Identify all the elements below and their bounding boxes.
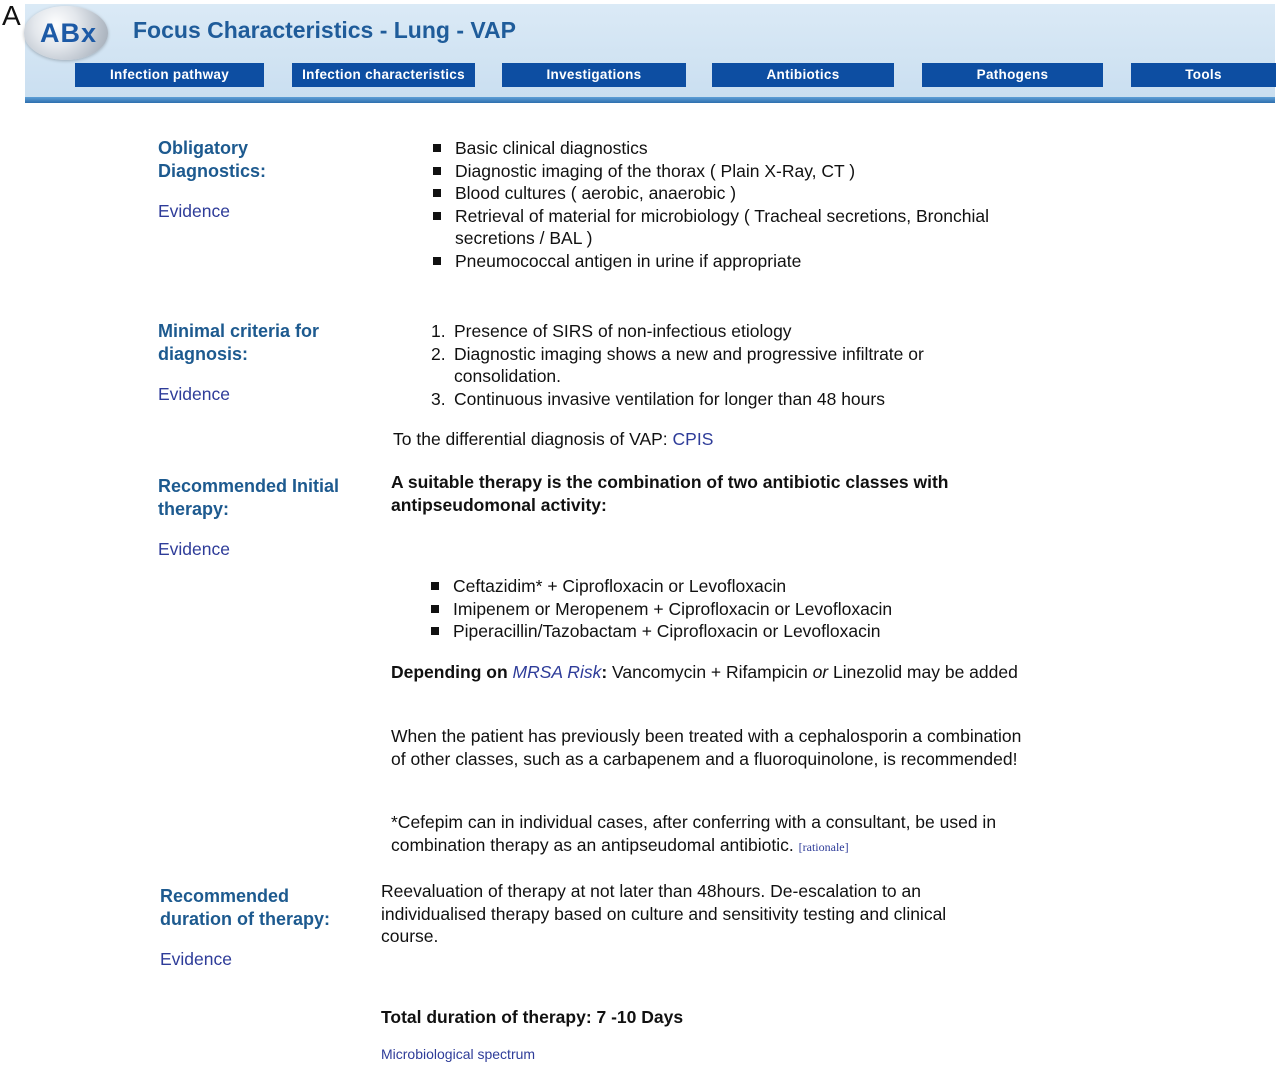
cefepim-text: *Cefepim can in individual cases, after conferring with a consultant, be used in combination therapy as an antipseudomal antibiotic. [391,812,997,855]
mrsa-colon: : [601,662,608,682]
list-number: 2. [431,343,446,364]
list-item-text: Presence of SIRS of non-infectious etiology [454,321,792,341]
list-item [431,343,971,388]
list-item [431,320,971,343]
nav-pathogens[interactable]: Pathogens [922,63,1103,87]
duration-label-line1: Recommended [160,886,290,906]
list-item: Retrieval of material for microbiology ( Tracheal secretions, Bronchial secretions / BAL ) [433,205,1023,250]
list-item: Basic clinical diagnostics [433,137,1023,160]
nav-investigations[interactable]: Investigations [502,63,686,87]
minimal-criteria-list [431,320,971,410]
mrsa-or: or [812,662,829,682]
list-item: Imipenem or Meropenem + Ciprofloxacin or Levofloxacin [431,598,991,621]
obligatory-diagnostics-list [433,137,1023,272]
obligatory-label-line1: Obligatory [158,138,249,158]
mrsa-risk-link[interactable]: MRSA Risk [512,662,602,682]
initial-label-line2: therapy: [158,499,230,519]
differential-diagnosis-line [393,428,713,451]
initial-therapy-list [431,575,991,643]
list-item-text: Diagnostic imaging shows a new and progressive infiltrate or consolidation. [454,343,924,386]
list-item [431,388,971,411]
evidence-link-duration[interactable]: Evidence [160,949,232,969]
list-item-text: Continuous invasive ventilation for longer than 48 hours [454,388,885,409]
minimal-label-line2: diagnosis: [158,344,249,364]
list-item: Blood cultures ( aerobic, anaerobic ) [433,182,1023,205]
nav-tools[interactable]: Tools [1131,63,1276,87]
list-number: 3. [431,388,446,409]
header-divider [25,97,1275,103]
evidence-link-initial[interactable]: Evidence [158,539,230,559]
list-item: Diagnostic imaging of the thorax ( Plain X-Ray, CT ) [433,160,1023,183]
mrsa-text-2: Linezolid may be added [828,662,1018,682]
nav-infection-characteristics[interactable]: Infection characteristics [292,63,475,87]
mrsa-note [391,661,1021,684]
list-item: Pneumococcal antigen in urine if appropriate [433,250,1023,273]
minimal-criteria-label [158,320,319,366]
initial-therapy-label [158,475,339,521]
cephalosporin-note: When the patient has previously been treated with a cephalosporin a combination of other classes, such as a carbapenem and a fluoroquinolone, is recommended! [391,726,1022,769]
total-duration: Total duration of therapy: 7 -10 Days [381,1007,684,1027]
minimal-label-line1: Minimal criteria for [158,321,320,341]
cefepim-note [391,811,1041,858]
duration-label [160,885,330,931]
initial-label-line1: Recommended Initial [158,476,340,496]
duration-label-line2: duration of therapy: [160,909,330,929]
list-item: Piperacillin/Tazobactam + Ciprofloxacin or Levofloxacin [431,620,991,643]
figure-letter: A [2,0,21,31]
nav-antibiotics[interactable]: Antibiotics [712,63,894,87]
mrsa-prefix: Depending on [391,662,513,682]
evidence-link-minimal[interactable]: Evidence [158,384,230,404]
microbiological-spectrum-link[interactable]: Microbiological spectrum [381,1046,536,1062]
list-item: Ceftazidim* + Ciprofloxacin or Levofloxacin [431,575,991,598]
mrsa-text: Vancomycin + Rifampicin [607,662,813,682]
rationale-link[interactable]: [rationale] [798,839,849,854]
obligatory-diagnostics-label [158,137,266,183]
evidence-link-obligatory[interactable]: Evidence [158,201,230,221]
differential-text: To the differential diagnosis of VAP: [393,429,673,449]
list-number: 1. [431,321,446,341]
cpis-link[interactable]: CPIS [672,429,714,449]
logo-text: ABx [40,18,98,48]
obligatory-label-line2: Diagnostics: [158,161,267,181]
initial-therapy-heading: A suitable therapy is the combination of two antibiotic classes with antipseudomonal activity: [391,472,949,515]
duration-text: Reevaluation of therapy at not later than 48hours. De-escalation to an individualised therapy based on culture and sensitivity testing and clinical course. [381,881,947,946]
nav-infection-pathway[interactable]: Infection pathway [75,63,264,87]
page-title: Focus Characteristics - Lung - VAP [133,17,516,43]
